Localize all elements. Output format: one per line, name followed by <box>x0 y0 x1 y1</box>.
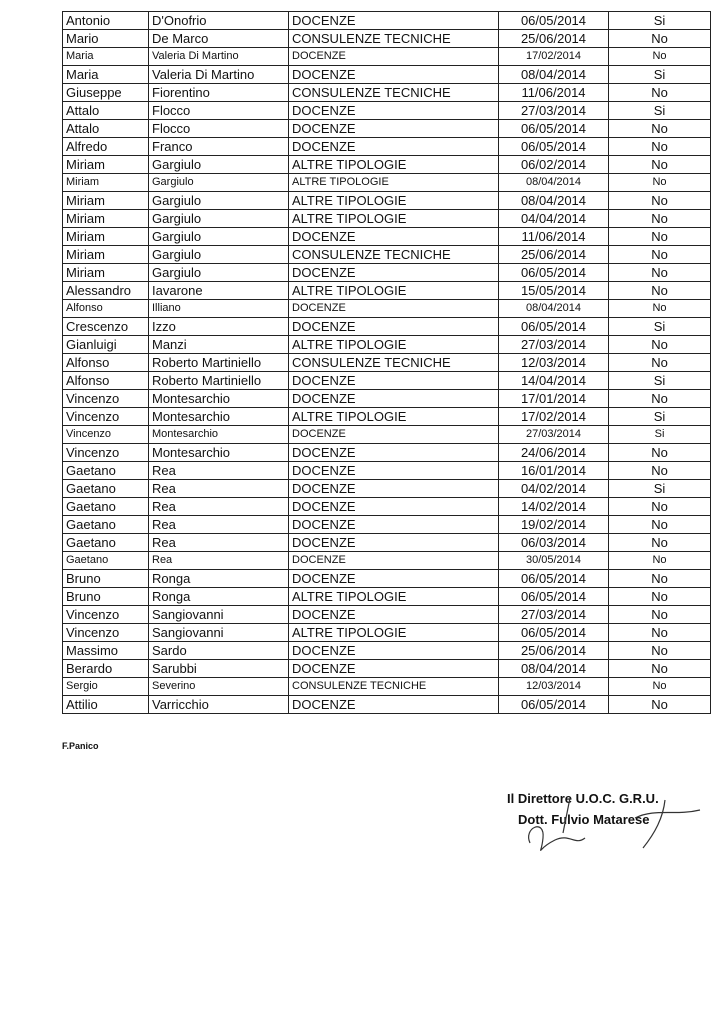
signatory-name: Dott. Fulvio Matarese <box>518 812 650 827</box>
type-cell: DOCENZE <box>289 462 499 480</box>
date-cell: 06/05/2014 <box>499 120 609 138</box>
table-row <box>63 624 711 642</box>
last-name-cell: Roberto Martiniello <box>149 354 289 372</box>
flag-cell: No <box>609 156 711 174</box>
type-cell: CONSULENZE TECNICHE <box>289 678 499 696</box>
flag-cell: No <box>609 552 711 570</box>
table-row <box>63 228 711 246</box>
last-name-cell: Sardo <box>149 642 289 660</box>
table-row <box>63 192 711 210</box>
last-name-cell: Montesarchio <box>149 444 289 462</box>
table-row <box>63 30 711 48</box>
first-name-cell: Alfonso <box>63 372 149 390</box>
first-name-cell: Vincenzo <box>63 408 149 426</box>
date-cell: 04/04/2014 <box>499 210 609 228</box>
first-name-cell: Gianluigi <box>63 336 149 354</box>
last-name-cell: Rea <box>149 552 289 570</box>
last-name-cell: Izzo <box>149 318 289 336</box>
flag-cell: Si <box>609 426 711 444</box>
last-name-cell: Rea <box>149 480 289 498</box>
date-cell: 11/06/2014 <box>499 228 609 246</box>
type-cell: DOCENZE <box>289 12 499 30</box>
first-name-cell: Attalo <box>63 120 149 138</box>
table-body <box>63 12 711 714</box>
table-row <box>63 246 711 264</box>
last-name-cell: Rea <box>149 462 289 480</box>
first-name-cell: Gaetano <box>63 516 149 534</box>
last-name-cell: Valeria Di Martino <box>149 66 289 84</box>
first-name-cell: Bruno <box>63 570 149 588</box>
date-cell: 08/04/2014 <box>499 300 609 318</box>
last-name-cell: Roberto Martiniello <box>149 372 289 390</box>
date-cell: 12/03/2014 <box>499 678 609 696</box>
flag-cell: Si <box>609 102 711 120</box>
first-name-cell: Vincenzo <box>63 390 149 408</box>
date-cell: 24/06/2014 <box>499 444 609 462</box>
flag-cell: No <box>609 138 711 156</box>
date-cell: 16/01/2014 <box>499 462 609 480</box>
handwritten-signature <box>515 788 705 858</box>
first-name-cell: Gaetano <box>63 552 149 570</box>
author-note: F.Panico <box>62 741 99 751</box>
type-cell: ALTRE TIPOLOGIE <box>289 282 499 300</box>
last-name-cell: Manzi <box>149 336 289 354</box>
type-cell: CONSULENZE TECNICHE <box>289 30 499 48</box>
type-cell: DOCENZE <box>289 642 499 660</box>
first-name-cell: Massimo <box>63 642 149 660</box>
first-name-cell: Vincenzo <box>63 426 149 444</box>
flag-cell: No <box>609 84 711 102</box>
table-row <box>63 444 711 462</box>
date-cell: 27/03/2014 <box>499 606 609 624</box>
type-cell: DOCENZE <box>289 498 499 516</box>
type-cell: DOCENZE <box>289 66 499 84</box>
date-cell: 27/03/2014 <box>499 102 609 120</box>
type-cell: DOCENZE <box>289 534 499 552</box>
first-name-cell: Alfredo <box>63 138 149 156</box>
flag-cell: No <box>609 516 711 534</box>
type-cell: DOCENZE <box>289 48 499 66</box>
consultancy-table <box>62 11 711 714</box>
table-row <box>63 210 711 228</box>
flag-cell: No <box>609 300 711 318</box>
type-cell: CONSULENZE TECNICHE <box>289 246 499 264</box>
first-name-cell: Gaetano <box>63 462 149 480</box>
table-row <box>63 426 711 444</box>
date-cell: 25/06/2014 <box>499 246 609 264</box>
flag-cell: No <box>609 30 711 48</box>
last-name-cell: Gargiulo <box>149 210 289 228</box>
date-cell: 06/05/2014 <box>499 12 609 30</box>
table-row <box>63 156 711 174</box>
type-cell: DOCENZE <box>289 606 499 624</box>
date-cell: 06/05/2014 <box>499 264 609 282</box>
type-cell: DOCENZE <box>289 120 499 138</box>
last-name-cell: D'Onofrio <box>149 12 289 30</box>
date-cell: 11/06/2014 <box>499 84 609 102</box>
type-cell: DOCENZE <box>289 426 499 444</box>
first-name-cell: Gaetano <box>63 534 149 552</box>
flag-cell: No <box>609 174 711 192</box>
table-row <box>63 516 711 534</box>
type-cell: ALTRE TIPOLOGIE <box>289 210 499 228</box>
last-name-cell: Ronga <box>149 588 289 606</box>
flag-cell: No <box>609 120 711 138</box>
first-name-cell: Berardo <box>63 660 149 678</box>
type-cell: DOCENZE <box>289 480 499 498</box>
type-cell: DOCENZE <box>289 138 499 156</box>
table-row <box>63 66 711 84</box>
table-row <box>63 282 711 300</box>
flag-cell: No <box>609 678 711 696</box>
first-name-cell: Crescenzo <box>63 318 149 336</box>
last-name-cell: Gargiulo <box>149 192 289 210</box>
last-name-cell: Fiorentino <box>149 84 289 102</box>
type-cell: CONSULENZE TECNICHE <box>289 354 499 372</box>
flag-cell: No <box>609 228 711 246</box>
table-row <box>63 138 711 156</box>
table-row <box>63 696 711 714</box>
table-row <box>63 264 711 282</box>
flag-cell: No <box>609 210 711 228</box>
table-row <box>63 300 711 318</box>
date-cell: 06/05/2014 <box>499 318 609 336</box>
flag-cell: No <box>609 696 711 714</box>
first-name-cell: Alessandro <box>63 282 149 300</box>
last-name-cell: Montesarchio <box>149 426 289 444</box>
first-name-cell: Vincenzo <box>63 624 149 642</box>
type-cell: DOCENZE <box>289 102 499 120</box>
date-cell: 25/06/2014 <box>499 642 609 660</box>
table-row <box>63 408 711 426</box>
type-cell: DOCENZE <box>289 264 499 282</box>
last-name-cell: Sarubbi <box>149 660 289 678</box>
table-row <box>63 354 711 372</box>
date-cell: 17/01/2014 <box>499 390 609 408</box>
last-name-cell: Illiano <box>149 300 289 318</box>
date-cell: 19/02/2014 <box>499 516 609 534</box>
table-row <box>63 390 711 408</box>
flag-cell: No <box>609 642 711 660</box>
first-name-cell: Mario <box>63 30 149 48</box>
type-cell: DOCENZE <box>289 318 499 336</box>
date-cell: 06/05/2014 <box>499 588 609 606</box>
first-name-cell: Alfonso <box>63 300 149 318</box>
signatory-title: Il Direttore U.O.C. G.R.U. <box>507 791 659 806</box>
first-name-cell: Vincenzo <box>63 444 149 462</box>
last-name-cell: Flocco <box>149 102 289 120</box>
flag-cell: No <box>609 390 711 408</box>
flag-cell: No <box>609 264 711 282</box>
date-cell: 08/04/2014 <box>499 660 609 678</box>
first-name-cell: Gaetano <box>63 480 149 498</box>
last-name-cell: Rea <box>149 516 289 534</box>
type-cell: DOCENZE <box>289 390 499 408</box>
flag-cell: Si <box>609 318 711 336</box>
last-name-cell: Valeria Di Martino <box>149 48 289 66</box>
flag-cell: No <box>609 570 711 588</box>
first-name-cell: Miriam <box>63 156 149 174</box>
date-cell: 08/04/2014 <box>499 174 609 192</box>
flag-cell: No <box>609 498 711 516</box>
last-name-cell: Rea <box>149 534 289 552</box>
table-row <box>63 336 711 354</box>
table-row <box>63 84 711 102</box>
date-cell: 15/05/2014 <box>499 282 609 300</box>
date-cell: 27/03/2014 <box>499 426 609 444</box>
last-name-cell: Gargiulo <box>149 174 289 192</box>
flag-cell: No <box>609 660 711 678</box>
type-cell: ALTRE TIPOLOGIE <box>289 156 499 174</box>
flag-cell: No <box>609 588 711 606</box>
flag-cell: Si <box>609 66 711 84</box>
type-cell: CONSULENZE TECNICHE <box>289 84 499 102</box>
flag-cell: Si <box>609 12 711 30</box>
date-cell: 17/02/2014 <box>499 48 609 66</box>
last-name-cell: Sangiovanni <box>149 606 289 624</box>
first-name-cell: Antonio <box>63 12 149 30</box>
table-row <box>63 570 711 588</box>
last-name-cell: Varricchio <box>149 696 289 714</box>
date-cell: 25/06/2014 <box>499 30 609 48</box>
first-name-cell: Giuseppe <box>63 84 149 102</box>
first-name-cell: Alfonso <box>63 354 149 372</box>
type-cell: ALTRE TIPOLOGIE <box>289 588 499 606</box>
date-cell: 08/04/2014 <box>499 66 609 84</box>
flag-cell: Si <box>609 372 711 390</box>
first-name-cell: Miriam <box>63 174 149 192</box>
date-cell: 06/05/2014 <box>499 696 609 714</box>
last-name-cell: Gargiulo <box>149 264 289 282</box>
type-cell: DOCENZE <box>289 372 499 390</box>
type-cell: ALTRE TIPOLOGIE <box>289 408 499 426</box>
last-name-cell: Flocco <box>149 120 289 138</box>
last-name-cell: Severino <box>149 678 289 696</box>
type-cell: ALTRE TIPOLOGIE <box>289 174 499 192</box>
last-name-cell: Ronga <box>149 570 289 588</box>
date-cell: 27/03/2014 <box>499 336 609 354</box>
table-row <box>63 660 711 678</box>
table-row <box>63 318 711 336</box>
last-name-cell: Franco <box>149 138 289 156</box>
flag-cell: No <box>609 354 711 372</box>
last-name-cell: Montesarchio <box>149 408 289 426</box>
first-name-cell: Maria <box>63 66 149 84</box>
type-cell: DOCENZE <box>289 696 499 714</box>
first-name-cell: Gaetano <box>63 498 149 516</box>
flag-cell: No <box>609 624 711 642</box>
table-row <box>63 120 711 138</box>
date-cell: 17/02/2014 <box>499 408 609 426</box>
first-name-cell: Bruno <box>63 588 149 606</box>
table-row <box>63 12 711 30</box>
first-name-cell: Vincenzo <box>63 606 149 624</box>
flag-cell: No <box>609 192 711 210</box>
date-cell: 12/03/2014 <box>499 354 609 372</box>
table-row <box>63 480 711 498</box>
table-row <box>63 678 711 696</box>
type-cell: ALTRE TIPOLOGIE <box>289 336 499 354</box>
last-name-cell: Rea <box>149 498 289 516</box>
first-name-cell: Miriam <box>63 246 149 264</box>
type-cell: DOCENZE <box>289 228 499 246</box>
first-name-cell: Miriam <box>63 210 149 228</box>
flag-cell: No <box>609 534 711 552</box>
table-row <box>63 588 711 606</box>
flag-cell: Si <box>609 480 711 498</box>
date-cell: 06/02/2014 <box>499 156 609 174</box>
flag-cell: No <box>609 282 711 300</box>
date-cell: 14/04/2014 <box>499 372 609 390</box>
date-cell: 06/05/2014 <box>499 138 609 156</box>
flag-cell: No <box>609 336 711 354</box>
last-name-cell: Gargiulo <box>149 228 289 246</box>
table-row <box>63 534 711 552</box>
first-name-cell: Miriam <box>63 228 149 246</box>
flag-cell: No <box>609 606 711 624</box>
table-row <box>63 498 711 516</box>
date-cell: 30/05/2014 <box>499 552 609 570</box>
last-name-cell: De Marco <box>149 30 289 48</box>
table-row <box>63 48 711 66</box>
flag-cell: No <box>609 48 711 66</box>
first-name-cell: Miriam <box>63 264 149 282</box>
type-cell: ALTRE TIPOLOGIE <box>289 192 499 210</box>
table-row <box>63 102 711 120</box>
type-cell: DOCENZE <box>289 444 499 462</box>
flag-cell: Si <box>609 408 711 426</box>
first-name-cell: Attalo <box>63 102 149 120</box>
type-cell: DOCENZE <box>289 570 499 588</box>
table-row <box>63 462 711 480</box>
first-name-cell: Maria <box>63 48 149 66</box>
flag-cell: No <box>609 246 711 264</box>
last-name-cell: Sangiovanni <box>149 624 289 642</box>
last-name-cell: Iavarone <box>149 282 289 300</box>
table-row <box>63 372 711 390</box>
table-row <box>63 174 711 192</box>
last-name-cell: Gargiulo <box>149 156 289 174</box>
flag-cell: No <box>609 462 711 480</box>
type-cell: ALTRE TIPOLOGIE <box>289 624 499 642</box>
type-cell: DOCENZE <box>289 660 499 678</box>
type-cell: DOCENZE <box>289 516 499 534</box>
last-name-cell: Gargiulo <box>149 246 289 264</box>
date-cell: 06/03/2014 <box>499 534 609 552</box>
date-cell: 14/02/2014 <box>499 498 609 516</box>
type-cell: DOCENZE <box>289 300 499 318</box>
table-row <box>63 606 711 624</box>
first-name-cell: Sergio <box>63 678 149 696</box>
date-cell: 08/04/2014 <box>499 192 609 210</box>
table-row <box>63 552 711 570</box>
table-row <box>63 642 711 660</box>
first-name-cell: Attilio <box>63 696 149 714</box>
date-cell: 04/02/2014 <box>499 480 609 498</box>
date-cell: 06/05/2014 <box>499 570 609 588</box>
date-cell: 06/05/2014 <box>499 624 609 642</box>
flag-cell: No <box>609 444 711 462</box>
first-name-cell: Miriam <box>63 192 149 210</box>
type-cell: DOCENZE <box>289 552 499 570</box>
last-name-cell: Montesarchio <box>149 390 289 408</box>
